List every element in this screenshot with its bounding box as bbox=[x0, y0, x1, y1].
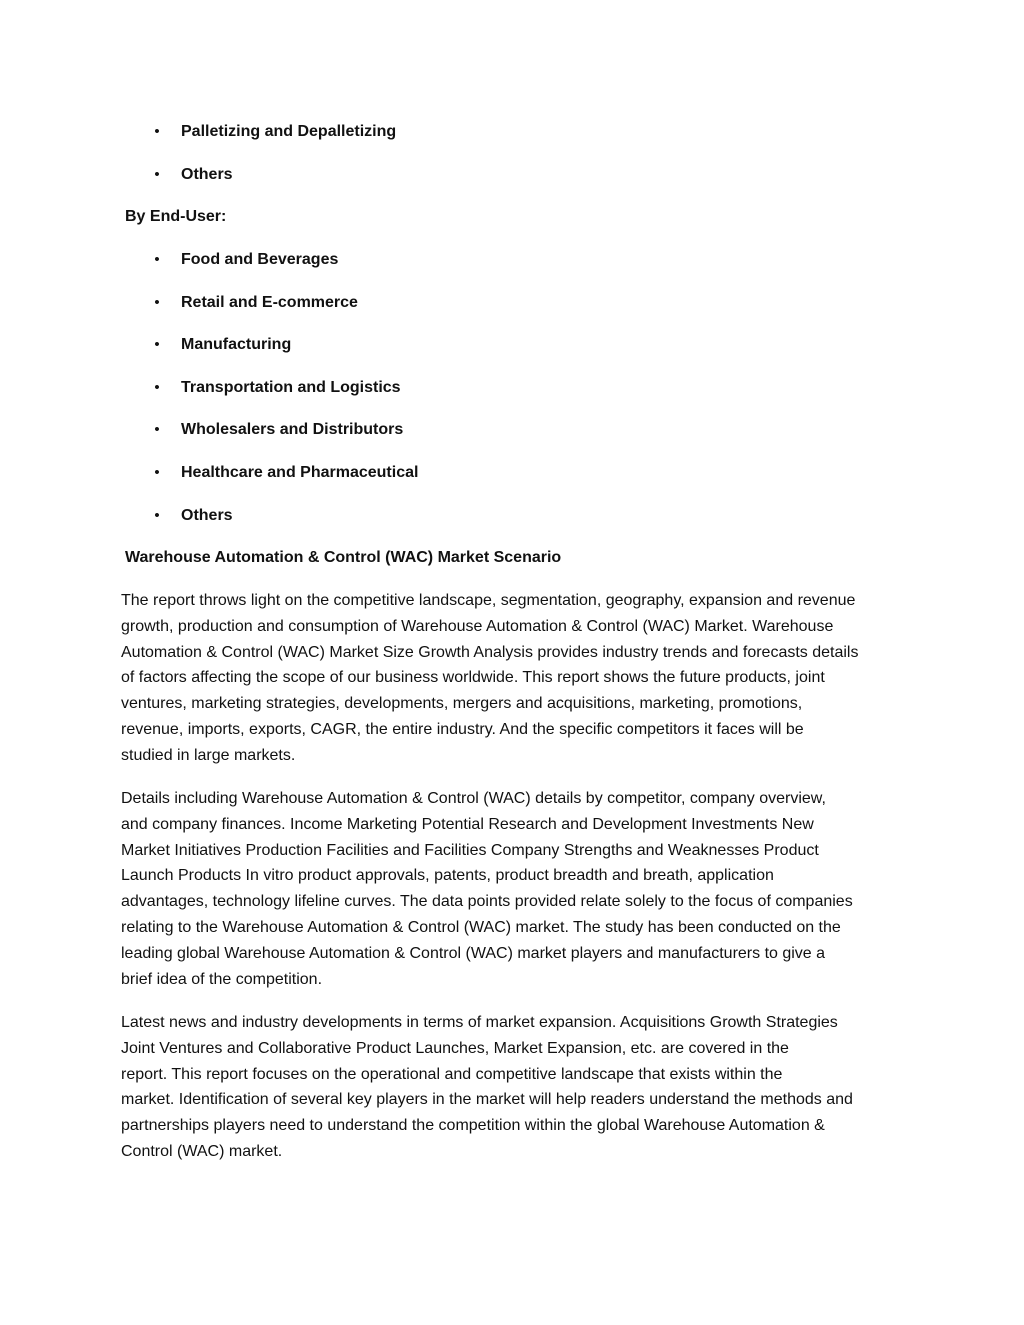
market-scenario-heading: Warehouse Automation & Control (WAC) Market Scenario bbox=[125, 549, 562, 566]
paragraph-line: studied in large markets. bbox=[121, 746, 296, 764]
paragraph-line: ventures, marketing strategies, developments, mergers and acquisitions, marketing, promotions, bbox=[121, 695, 803, 713]
bullet-icon: • bbox=[154, 293, 160, 311]
list-item-label: Food and Beverages bbox=[181, 251, 339, 268]
paragraph-line: The report throws light on the competitive landscape, segmentation, geography, expansion and revenue bbox=[121, 592, 856, 609]
list-item-label: Others bbox=[181, 165, 233, 183]
paragraph-line: Details including Warehouse Automation & Control (WAC) details by competitor, company overview, bbox=[121, 790, 826, 807]
bullet-icon: • bbox=[154, 123, 160, 140]
list-item-label: Wholesalers and Distributors bbox=[181, 421, 404, 439]
bullet-icon: • bbox=[154, 506, 160, 524]
bullet-icon: • bbox=[154, 165, 160, 183]
paragraph-line: advantages, technology lifeline curves. The data points provided relate solely to the focus of companies bbox=[121, 893, 853, 911]
list-item-label: Manufacturing bbox=[181, 336, 292, 354]
paragraph-line: and company finances. Income Marketing Potential Research and Development Investments New bbox=[121, 815, 814, 833]
paragraph-line: market. Identification of several key players in the market will help readers understand the methods and bbox=[121, 1091, 853, 1109]
scenario-paragraph-3 bbox=[121, 1010, 911, 1165]
paragraph-line: leading global Warehouse Automation & Control (WAC) market players and manufacturers to give a bbox=[121, 944, 826, 962]
bullet-icon: • bbox=[154, 463, 160, 481]
list-item-label: Healthcare and Pharmaceutical bbox=[181, 463, 419, 481]
bullet-icon: • bbox=[154, 378, 160, 396]
paragraph-line: Market Initiatives Production Facilities and Facilities Company Strengths and Weaknesses Product bbox=[121, 841, 819, 859]
list-item-label: Retail and E-commerce bbox=[181, 293, 358, 311]
bullet-icon: • bbox=[154, 251, 160, 268]
paragraph-line: growth, production and consumption of Warehouse Automation & Control (WAC) Market. Warehouse bbox=[121, 617, 834, 635]
scenario-paragraph-1 bbox=[121, 588, 911, 769]
list-item-label: Transportation and Logistics bbox=[181, 378, 401, 396]
list-item-label: Palletizing and Depalletizing bbox=[181, 123, 397, 140]
paragraph-line: partnerships players need to understand the competition within the global Warehouse Automation & bbox=[121, 1117, 825, 1135]
scenario-paragraph-2 bbox=[121, 786, 911, 992]
end-user-heading: By End-User: bbox=[125, 208, 227, 225]
paragraph-line: brief idea of the competition. bbox=[121, 970, 323, 988]
bullet-icon: • bbox=[154, 336, 160, 354]
paragraph-line: report. This report focuses on the operational and competitive landscape that exists within the bbox=[121, 1065, 783, 1083]
paragraph-line: of factors affecting the scope of our business worldwide. This report shows the future products, joint bbox=[121, 669, 825, 687]
paragraph-line: Latest news and industry developments in terms of market expansion. Acquisitions Growth Strategies bbox=[121, 1014, 838, 1031]
paragraph-line: Control (WAC) market. bbox=[121, 1142, 283, 1160]
list-item-label: Others bbox=[181, 506, 233, 524]
bullet-icon: • bbox=[154, 421, 160, 439]
paragraph-line: Launch Products In vitro product approvals, patents, product breadth and breath, application bbox=[121, 867, 774, 885]
paragraph-line: relating to the Warehouse Automation & Control (WAC) market. The study has been conducted on the bbox=[121, 918, 841, 936]
paragraph-line: Automation & Control (WAC) Market Size Growth Analysis provides industry trends and forecasts details bbox=[121, 643, 859, 661]
paragraph-line: revenue, imports, exports, CAGR, the entire industry. And the specific competitors it faces will be bbox=[121, 720, 804, 738]
paragraph-line: Joint Ventures and Collaborative Product Launches, Market Expansion, etc. are covered in the bbox=[121, 1039, 789, 1057]
